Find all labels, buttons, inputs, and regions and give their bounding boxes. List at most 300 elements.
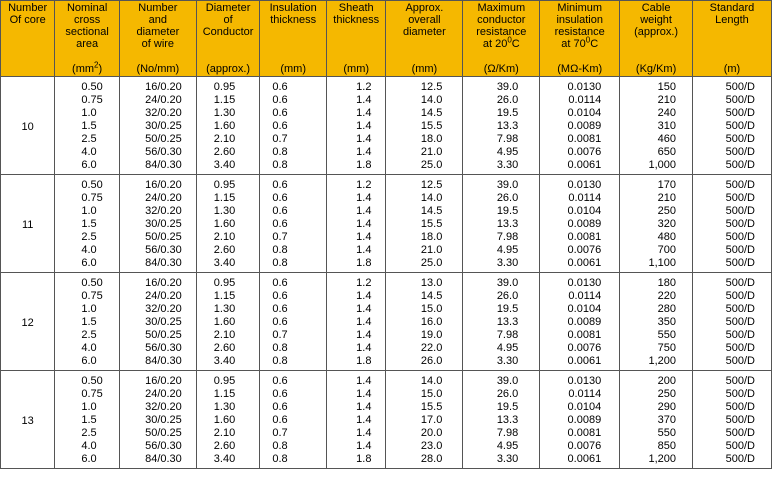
sheath-cell: 1.4: [327, 341, 386, 354]
area-cell: 6.0: [55, 256, 120, 273]
length-cell: 500/D: [692, 452, 771, 469]
overall-diameter-cell: 22.0: [386, 341, 463, 354]
overall-diameter-cell: 13.0: [386, 273, 463, 290]
wire-cell: 32/0.20: [119, 400, 196, 413]
overall-diameter-cell: 15.0: [386, 302, 463, 315]
overall-diameter-cell: 25.0: [386, 158, 463, 175]
weight-cell: 750: [620, 341, 693, 354]
area-cell: 1.5: [55, 217, 120, 230]
sheath-cell: 1.4: [327, 371, 386, 388]
overall-diameter-cell: 14.0: [386, 93, 463, 106]
conductor-diameter-cell: 2.60: [196, 243, 260, 256]
insulation-resistance-cell: 0.0089: [540, 217, 620, 230]
header-conductor-resistance: [463, 1, 540, 77]
table-row: [1, 387, 772, 400]
insulation-cell: 0.8: [260, 354, 327, 371]
conductor-diameter-cell: 0.95: [196, 77, 260, 94]
weight-cell: 480: [620, 230, 693, 243]
length-cell: 500/D: [692, 315, 771, 328]
header-unit: (mm): [411, 63, 438, 75]
header-sup: 0: [585, 35, 591, 45]
table-row: [1, 354, 772, 371]
length-cell: 500/D: [692, 77, 771, 94]
sheath-cell: 1.8: [327, 452, 386, 469]
overall-diameter-cell: 12.5: [386, 77, 463, 94]
weight-cell: 280: [620, 302, 693, 315]
insulation-resistance-cell: 0.0061: [540, 452, 620, 469]
insulation-resistance-cell: 0.0081: [540, 328, 620, 341]
conductor-resistance-cell: 19.5: [463, 400, 540, 413]
sheath-cell: 1.4: [327, 400, 386, 413]
header-unit: (m): [723, 63, 741, 75]
weight-cell: 220: [620, 289, 693, 302]
length-cell: 500/D: [692, 256, 771, 273]
table-row: [1, 256, 772, 273]
insulation-cell: 0.6: [260, 106, 327, 119]
conductor-resistance-cell: 19.5: [463, 204, 540, 217]
table-row: [1, 400, 772, 413]
overall-diameter-cell: 14.5: [386, 289, 463, 302]
table-row: [1, 119, 772, 132]
insulation-cell: 0.6: [260, 387, 327, 400]
insulation-cell: 0.8: [260, 439, 327, 452]
conductor-diameter-cell: 1.30: [196, 204, 260, 217]
header-tail: C: [511, 38, 520, 50]
insulation-resistance-cell: 0.0076: [540, 145, 620, 158]
header-label: Number and diameter of wire: [136, 2, 180, 50]
insulation-cell: 0.6: [260, 413, 327, 426]
length-cell: 500/D: [692, 387, 771, 400]
insulation-cell: 0.6: [260, 315, 327, 328]
insulation-resistance-cell: 0.0076: [540, 341, 620, 354]
unit-sup: 2: [94, 60, 99, 70]
header-label: Sheath thickness: [333, 2, 380, 26]
overall-diameter-cell: 26.0: [386, 354, 463, 371]
area-cell: 4.0: [55, 439, 120, 452]
length-cell: 500/D: [692, 273, 771, 290]
table-row: [1, 413, 772, 426]
area-cell: 0.50: [55, 175, 120, 192]
conductor-resistance-cell: 7.98: [463, 230, 540, 243]
overall-diameter-cell: 16.0: [386, 315, 463, 328]
weight-cell: 200: [620, 371, 693, 388]
weight-cell: 1,200: [620, 354, 693, 371]
overall-diameter-cell: 15.5: [386, 400, 463, 413]
weight-cell: 320: [620, 217, 693, 230]
area-cell: 4.0: [55, 341, 120, 354]
overall-diameter-cell: 28.0: [386, 452, 463, 469]
table-row: [1, 93, 772, 106]
area-cell: 0.50: [55, 77, 120, 94]
wire-cell: 50/0.25: [119, 328, 196, 341]
overall-diameter-cell: 15.5: [386, 119, 463, 132]
header-label: Diameter of Conductor: [202, 2, 254, 38]
sheath-cell: 1.4: [327, 191, 386, 204]
conductor-resistance-cell: 39.0: [463, 371, 540, 388]
conductor-resistance-cell: 3.30: [463, 158, 540, 175]
area-cell: 0.50: [55, 273, 120, 290]
length-cell: 500/D: [692, 191, 771, 204]
conductor-resistance-cell: 13.3: [463, 315, 540, 328]
length-cell: 500/D: [692, 328, 771, 341]
table-row: [1, 315, 772, 328]
sheath-cell: 1.4: [327, 289, 386, 302]
conductor-diameter-cell: 1.15: [196, 93, 260, 106]
overall-diameter-cell: 17.0: [386, 413, 463, 426]
area-cell: 1.0: [55, 106, 120, 119]
header-tail: C: [590, 38, 599, 50]
header-number-of-core: [1, 1, 55, 77]
sheath-cell: 1.4: [327, 230, 386, 243]
sheath-cell: 1.4: [327, 119, 386, 132]
conductor-resistance-cell: 13.3: [463, 217, 540, 230]
length-cell: 500/D: [692, 158, 771, 175]
conductor-resistance-cell: 26.0: [463, 191, 540, 204]
overall-diameter-cell: 21.0: [386, 145, 463, 158]
overall-diameter-cell: 12.5: [386, 175, 463, 192]
header-label: Standard Length: [709, 2, 755, 26]
table-row: [1, 426, 772, 439]
overall-diameter-cell: 14.0: [386, 191, 463, 204]
area-cell: 1.0: [55, 400, 120, 413]
sheath-cell: 1.4: [327, 413, 386, 426]
sheath-cell: 1.2: [327, 77, 386, 94]
insulation-cell: 0.6: [260, 289, 327, 302]
insulation-cell: 0.8: [260, 145, 327, 158]
area-cell: 2.5: [55, 132, 120, 145]
insulation-cell: 0.8: [260, 452, 327, 469]
area-cell: 0.75: [55, 289, 120, 302]
sheath-cell: 1.4: [327, 204, 386, 217]
conductor-diameter-cell: 1.30: [196, 302, 260, 315]
insulation-cell: 0.6: [260, 400, 327, 413]
length-cell: 500/D: [692, 354, 771, 371]
conductor-resistance-cell: 3.30: [463, 452, 540, 469]
header-unit: (No/mm): [136, 63, 180, 75]
area-cell: 2.5: [55, 426, 120, 439]
table-row: [1, 341, 772, 354]
weight-cell: 310: [620, 119, 693, 132]
wire-cell: 32/0.20: [119, 302, 196, 315]
conductor-diameter-cell: 1.60: [196, 413, 260, 426]
core-count-cell: 11: [1, 175, 55, 273]
wire-cell: 16/0.20: [119, 175, 196, 192]
length-cell: 500/D: [692, 302, 771, 315]
wire-cell: 56/0.30: [119, 243, 196, 256]
insulation-cell: 0.6: [260, 273, 327, 290]
weight-cell: 180: [620, 273, 693, 290]
weight-cell: 150: [620, 77, 693, 94]
header-label: Number Of core: [8, 2, 48, 26]
area-cell: 0.50: [55, 371, 120, 388]
wire-cell: 56/0.30: [119, 145, 196, 158]
header-row: [1, 1, 772, 77]
conductor-resistance-cell: 4.95: [463, 243, 540, 256]
overall-diameter-cell: 19.0: [386, 328, 463, 341]
header-conductor-diameter: [196, 1, 260, 77]
wire-cell: 16/0.20: [119, 273, 196, 290]
table-row: [1, 204, 772, 217]
core-count-cell: 12: [1, 273, 55, 371]
insulation-resistance-cell: 0.0104: [540, 106, 620, 119]
unit-tail: ): [98, 63, 103, 75]
weight-cell: 250: [620, 204, 693, 217]
sheath-cell: 1.4: [327, 315, 386, 328]
header-sup: 0: [507, 35, 512, 45]
conductor-resistance-cell: 26.0: [463, 93, 540, 106]
conductor-resistance-cell: 4.95: [463, 145, 540, 158]
table-row: [1, 302, 772, 315]
conductor-diameter-cell: 1.30: [196, 106, 260, 119]
conductor-diameter-cell: 1.15: [196, 289, 260, 302]
weight-cell: 210: [620, 191, 693, 204]
wire-cell: 16/0.20: [119, 77, 196, 94]
insulation-cell: 0.7: [260, 328, 327, 341]
header-wire: [119, 1, 196, 77]
header-label: Approx. overall diameter: [403, 2, 446, 38]
area-cell: 1.5: [55, 119, 120, 132]
sheath-cell: 1.4: [327, 243, 386, 256]
weight-cell: 1,000: [620, 158, 693, 175]
weight-cell: 240: [620, 106, 693, 119]
overall-diameter-cell: 14.0: [386, 371, 463, 388]
area-cell: 6.0: [55, 158, 120, 175]
area-cell: 0.75: [55, 191, 120, 204]
conductor-resistance-cell: 4.95: [463, 341, 540, 354]
insulation-cell: 0.6: [260, 371, 327, 388]
weight-cell: 250: [620, 387, 693, 400]
insulation-resistance-cell: 0.0089: [540, 413, 620, 426]
insulation-cell: 0.8: [260, 243, 327, 256]
sheath-cell: 1.4: [327, 106, 386, 119]
insulation-resistance-cell: 0.0114: [540, 191, 620, 204]
table-body: [1, 77, 772, 469]
unit-text: (mm: [72, 63, 95, 75]
conductor-resistance-cell: 26.0: [463, 387, 540, 400]
conductor-diameter-cell: 1.60: [196, 217, 260, 230]
table-row: [1, 191, 772, 204]
insulation-resistance-cell: 0.0061: [540, 158, 620, 175]
wire-cell: 30/0.25: [119, 119, 196, 132]
insulation-resistance-cell: 0.0061: [540, 256, 620, 273]
header-label: Cable weight (approx.): [634, 2, 679, 38]
weight-cell: 1,100: [620, 256, 693, 273]
overall-diameter-cell: 15.5: [386, 217, 463, 230]
sheath-cell: 1.4: [327, 387, 386, 400]
wire-cell: 32/0.20: [119, 204, 196, 217]
header-insulation-resistance: [540, 1, 620, 77]
conductor-diameter-cell: 2.60: [196, 439, 260, 452]
conductor-diameter-cell: 2.10: [196, 426, 260, 439]
weight-cell: 370: [620, 413, 693, 426]
wire-cell: 50/0.25: [119, 230, 196, 243]
header-text: Maximum conductor resistance at 20: [476, 2, 527, 50]
insulation-resistance-cell: 0.0104: [540, 204, 620, 217]
conductor-diameter-cell: 0.95: [196, 273, 260, 290]
length-cell: 500/D: [692, 145, 771, 158]
insulation-resistance-cell: 0.0130: [540, 77, 620, 94]
weight-cell: 290: [620, 400, 693, 413]
conductor-resistance-cell: 13.3: [463, 119, 540, 132]
conductor-resistance-cell: 7.98: [463, 426, 540, 439]
sheath-cell: 1.4: [327, 132, 386, 145]
conductor-resistance-cell: 4.95: [463, 439, 540, 452]
area-cell: 4.0: [55, 145, 120, 158]
conductor-diameter-cell: 2.60: [196, 145, 260, 158]
area-cell: 1.0: [55, 204, 120, 217]
conductor-resistance-cell: 26.0: [463, 289, 540, 302]
sheath-cell: 1.4: [327, 217, 386, 230]
insulation-resistance-cell: 0.0089: [540, 119, 620, 132]
header-unit: (Kg/Km): [635, 63, 677, 75]
conductor-resistance-cell: 7.98: [463, 328, 540, 341]
sheath-cell: 1.8: [327, 158, 386, 175]
wire-cell: 24/0.20: [119, 93, 196, 106]
sheath-cell: 1.4: [327, 145, 386, 158]
header-unit: [55, 60, 119, 75]
insulation-resistance-cell: 0.0081: [540, 230, 620, 243]
overall-diameter-cell: 18.0: [386, 230, 463, 243]
weight-cell: 550: [620, 426, 693, 439]
wire-cell: 32/0.20: [119, 106, 196, 119]
conductor-diameter-cell: 1.60: [196, 315, 260, 328]
insulation-resistance-cell: 0.0114: [540, 387, 620, 400]
area-cell: 0.75: [55, 93, 120, 106]
length-cell: 500/D: [692, 93, 771, 106]
overall-diameter-cell: 23.0: [386, 439, 463, 452]
header-cable-weight: [620, 1, 693, 77]
insulation-resistance-cell: 0.0130: [540, 371, 620, 388]
insulation-resistance-cell: 0.0104: [540, 302, 620, 315]
sheath-cell: 1.8: [327, 354, 386, 371]
conductor-resistance-cell: 3.30: [463, 354, 540, 371]
core-count-cell: 13: [1, 371, 55, 469]
area-cell: 2.5: [55, 328, 120, 341]
overall-diameter-cell: 20.0: [386, 426, 463, 439]
table-row: [1, 77, 772, 94]
weight-cell: 210: [620, 93, 693, 106]
overall-diameter-cell: 15.0: [386, 387, 463, 400]
conductor-diameter-cell: 3.40: [196, 256, 260, 273]
insulation-cell: 0.7: [260, 230, 327, 243]
insulation-resistance-cell: 0.0130: [540, 175, 620, 192]
header-insulation-thickness: [260, 1, 327, 77]
area-cell: 1.0: [55, 302, 120, 315]
wire-cell: 24/0.20: [119, 387, 196, 400]
length-cell: 500/D: [692, 371, 771, 388]
header-unit: (MΩ-Km): [557, 63, 603, 75]
sheath-cell: 1.4: [327, 302, 386, 315]
insulation-cell: 0.6: [260, 77, 327, 94]
insulation-resistance-cell: 0.0076: [540, 439, 620, 452]
wire-cell: 50/0.25: [119, 132, 196, 145]
insulation-cell: 0.6: [260, 191, 327, 204]
table-row: [1, 289, 772, 302]
table-row: [1, 243, 772, 256]
table-row: [1, 273, 772, 290]
area-cell: 1.5: [55, 413, 120, 426]
weight-cell: 170: [620, 175, 693, 192]
table-row: [1, 452, 772, 469]
conductor-diameter-cell: 1.15: [196, 191, 260, 204]
overall-diameter-cell: 18.0: [386, 132, 463, 145]
table-row: [1, 371, 772, 388]
insulation-resistance-cell: 0.0104: [540, 400, 620, 413]
weight-cell: 700: [620, 243, 693, 256]
length-cell: 500/D: [692, 230, 771, 243]
conductor-diameter-cell: 2.10: [196, 132, 260, 145]
area-cell: 6.0: [55, 354, 120, 371]
header-text: Minimum insulation resistance at 70: [554, 2, 605, 50]
insulation-cell: 0.8: [260, 256, 327, 273]
conductor-resistance-cell: 3.30: [463, 256, 540, 273]
sheath-cell: 1.2: [327, 175, 386, 192]
length-cell: 500/D: [692, 413, 771, 426]
length-cell: 500/D: [692, 217, 771, 230]
header-label: [540, 2, 619, 50]
area-cell: 6.0: [55, 452, 120, 469]
sheath-cell: 1.8: [327, 256, 386, 273]
insulation-resistance-cell: 0.0089: [540, 315, 620, 328]
wire-cell: 84/0.30: [119, 158, 196, 175]
header-label: Nominal cross sectional area: [65, 2, 109, 50]
insulation-cell: 0.7: [260, 426, 327, 439]
length-cell: 500/D: [692, 243, 771, 256]
insulation-resistance-cell: 0.0081: [540, 132, 620, 145]
wire-cell: 30/0.25: [119, 315, 196, 328]
overall-diameter-cell: 14.5: [386, 106, 463, 119]
conductor-diameter-cell: 3.40: [196, 354, 260, 371]
insulation-cell: 0.6: [260, 119, 327, 132]
conductor-resistance-cell: 39.0: [463, 77, 540, 94]
conductor-resistance-cell: 19.5: [463, 106, 540, 119]
insulation-cell: 0.6: [260, 93, 327, 106]
sheath-cell: 1.4: [327, 426, 386, 439]
conductor-resistance-cell: 7.98: [463, 132, 540, 145]
sheath-cell: 1.4: [327, 328, 386, 341]
area-cell: 0.75: [55, 387, 120, 400]
insulation-cell: 0.8: [260, 158, 327, 175]
weight-cell: 550: [620, 328, 693, 341]
table-row: [1, 439, 772, 452]
length-cell: 500/D: [692, 175, 771, 192]
header-unit: (Ω/Km): [483, 63, 519, 75]
length-cell: 500/D: [692, 289, 771, 302]
insulation-cell: 0.6: [260, 204, 327, 217]
length-cell: 500/D: [692, 400, 771, 413]
length-cell: 500/D: [692, 204, 771, 217]
header-label: [463, 2, 539, 50]
header-overall-diameter: [386, 1, 463, 77]
insulation-resistance-cell: 0.0130: [540, 273, 620, 290]
weight-cell: 460: [620, 132, 693, 145]
insulation-resistance-cell: 0.0114: [540, 289, 620, 302]
conductor-diameter-cell: 1.60: [196, 119, 260, 132]
weight-cell: 850: [620, 439, 693, 452]
table-row: [1, 106, 772, 119]
header-sheath-thickness: [327, 1, 386, 77]
conductor-diameter-cell: 3.40: [196, 158, 260, 175]
length-cell: 500/D: [692, 106, 771, 119]
table-row: [1, 132, 772, 145]
wire-cell: 50/0.25: [119, 426, 196, 439]
conductor-diameter-cell: 2.60: [196, 341, 260, 354]
length-cell: 500/D: [692, 341, 771, 354]
wire-cell: 56/0.30: [119, 439, 196, 452]
length-cell: 500/D: [692, 439, 771, 452]
area-cell: 1.5: [55, 315, 120, 328]
wire-cell: 30/0.25: [119, 217, 196, 230]
